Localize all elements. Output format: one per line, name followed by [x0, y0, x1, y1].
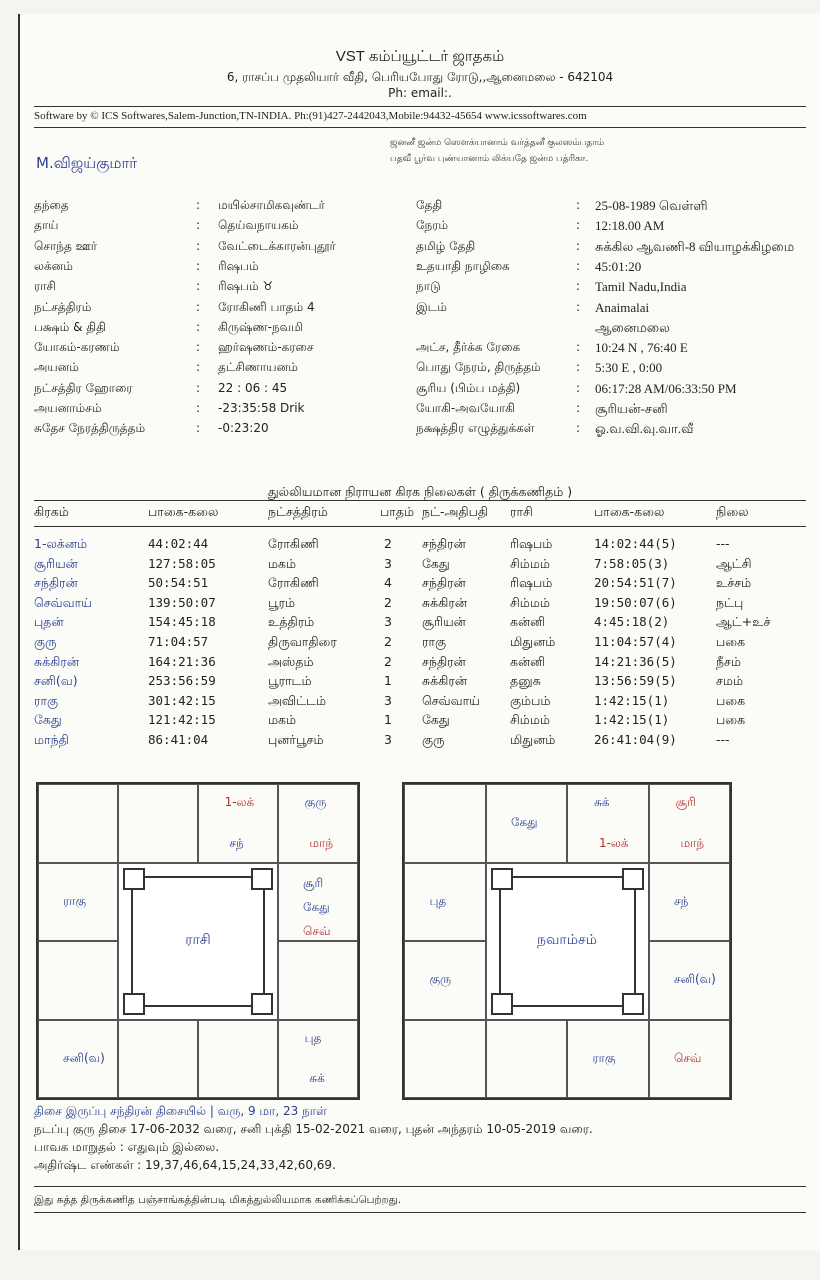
- table-cell: மிதுனம்: [510, 732, 556, 747]
- table-row: [20, 693, 820, 712]
- table-cell: 1-லக்னம்: [34, 536, 88, 551]
- planet-label: ராகு: [63, 893, 87, 908]
- ornament-corner: [251, 993, 273, 1015]
- chart-house: [649, 1020, 731, 1099]
- table-cell: 3: [384, 614, 392, 630]
- chart-title: நவாம்சம்: [537, 932, 597, 948]
- detail-value: 22 : 06 : 45: [218, 380, 288, 395]
- ornament-corner: [491, 868, 513, 890]
- chart-house: [404, 784, 486, 863]
- detail-label: சுதேச நேரத்திருத்தம்: [34, 421, 146, 436]
- chart-house: [567, 784, 649, 863]
- colon: :: [576, 380, 581, 395]
- chart-house: [118, 1020, 198, 1099]
- divider: [34, 526, 806, 527]
- sanskrit-note-2: பதவீ பூர்வ புண்யானாம் லிக்யதே ஜன்ம பத்ரிகா.: [390, 154, 589, 164]
- table-header: பாகை-கலை: [594, 504, 665, 519]
- divider: [34, 1186, 806, 1187]
- divider: [34, 127, 806, 128]
- planet-label: சூரி: [303, 875, 324, 890]
- table-cell: 13:56:59(5): [594, 673, 677, 689]
- table-row: [20, 556, 820, 575]
- table-row: [20, 634, 820, 653]
- table-cell: ---: [716, 732, 730, 747]
- colon: :: [196, 258, 201, 273]
- table-header: நட்-அதிபதி: [422, 504, 489, 519]
- table-cell: சிம்மம்: [510, 712, 550, 728]
- chart-house: [278, 941, 358, 1020]
- chart-house: [404, 863, 486, 942]
- table-cell: 19:50:07(6): [594, 594, 677, 610]
- table-header: பாதம்: [380, 504, 415, 519]
- table-cell: 14:02:44(5): [594, 536, 677, 551]
- colon: :: [196, 401, 201, 415]
- detail-label: சூரிய (பிம்ப மத்தி): [416, 380, 521, 395]
- sanskrit-note-1: ஜனனீ ஜன்ம ஸௌக்யானாம் வர்த்தனீ குலஸம்பதாம்: [390, 138, 605, 148]
- colon: :: [576, 218, 581, 233]
- detail-label: தந்தை: [34, 198, 69, 212]
- table-cell: ஆட்சி: [716, 555, 752, 571]
- ornament-corner: [622, 868, 644, 890]
- table-cell: சுக்கிரன்: [422, 594, 467, 610]
- colon: :: [576, 360, 581, 375]
- table-cell: 11:04:57(4): [594, 634, 677, 649]
- detail-label: ராசி: [34, 279, 56, 294]
- detail-label: நேரம்: [416, 218, 449, 233]
- detail-value: 10:24 N , 76:40 E: [595, 340, 688, 356]
- colon: :: [196, 218, 201, 233]
- detail-value: மயில்சாமிகவுண்டர்: [218, 198, 325, 212]
- planet-label: 1-லக்: [598, 835, 629, 850]
- divider: [34, 500, 806, 501]
- colon: :: [576, 279, 581, 294]
- current-dasa: நடப்பு குரு திசை 17-06-2032 வரை, சனி புக்தி 15-02-2021 வரை, புதன் அந்தரம் 10-05-2019 வரை.: [34, 1122, 593, 1136]
- colon: :: [196, 198, 201, 212]
- detail-label: லக்னம்: [34, 258, 73, 273]
- table-header: நிலை: [716, 504, 749, 519]
- colon: :: [196, 340, 201, 355]
- table-row: [20, 595, 820, 614]
- planet-label: புத: [304, 1030, 322, 1045]
- table-cell: செவ்வாய்: [422, 692, 480, 708]
- ornament-corner: [251, 868, 273, 890]
- colon: :: [576, 258, 581, 273]
- table-cell: 3: [384, 692, 392, 708]
- table-cell: மிதுனம்: [510, 634, 556, 649]
- table-cell: திருவாதிரை: [268, 634, 337, 649]
- planet-label: செவ்: [303, 924, 331, 938]
- detail-label: பக்ஷம் & திதி: [34, 319, 106, 334]
- lucky-numbers: அதிர்ஷ்ட எண்கள் : 19,37,46,64,15,24,33,42,60,69.: [34, 1158, 336, 1172]
- planet-label: குரு: [304, 795, 327, 809]
- table-cell: தனுசு: [510, 673, 541, 689]
- table-cell: உச்சம்: [716, 575, 752, 591]
- table-cell: நட்பு: [716, 594, 744, 610]
- detail-value: ரோகிணி பாதம் 4: [218, 299, 315, 314]
- header-title: VST கம்ப்யூட்டர் ஜாதகம்: [335, 48, 505, 65]
- detail-value: சூரியன்-சனி: [595, 401, 668, 416]
- detail-value: ஆனைமலை: [595, 319, 670, 335]
- table-cell: 2: [384, 594, 392, 610]
- ornament-corner: [123, 993, 145, 1015]
- table-cell: 44:02:44: [148, 536, 209, 551]
- detail-label: தாய்: [34, 218, 59, 233]
- table-cell: புதன்: [34, 614, 64, 630]
- chart-house: [38, 784, 118, 863]
- table-cell: மகம்: [268, 712, 297, 728]
- table-cell: சுக்கிரன்: [34, 653, 79, 669]
- colon: :: [576, 340, 581, 355]
- table-cell: 301:42:15: [148, 692, 216, 708]
- ornament-corner: [622, 993, 644, 1015]
- table-cell: 154:45:18: [148, 614, 216, 630]
- horoscope-page: [18, 14, 820, 1250]
- table-cell: அவிட்டம்: [268, 692, 327, 708]
- navamsa-chart: [402, 782, 732, 1100]
- table-row: [20, 614, 820, 633]
- detail-value: தட்சிணாயனம்: [218, 360, 298, 375]
- header-address: 6, ராசப்ப முதலியார் வீதி, பெரியபோது ரோடு,,ஆனைமலை - 642104: [226, 70, 614, 84]
- table-cell: கன்னி: [510, 614, 546, 630]
- table-cell: 2: [384, 634, 392, 649]
- chart-house: [38, 863, 118, 942]
- table-row: [20, 536, 820, 555]
- detail-label: தேதி: [416, 198, 443, 212]
- detail-value: -0:23:20: [218, 421, 269, 436]
- table-cell: ஆட்+உச்: [716, 614, 771, 630]
- table-cell: 71:04:57: [148, 634, 209, 649]
- table-header: நட்சத்திரம்: [268, 504, 328, 519]
- colon: :: [196, 360, 201, 375]
- table-cell: கன்னி: [510, 653, 546, 669]
- software-credit: Software by © ICS Softwares,Salem-Junction,TN-INDIA. Ph:(91)427-2442043,Mobile:94432-45654 www.icssoftwares.com: [34, 110, 587, 122]
- detail-label: யோகி-அவயோகி: [416, 401, 515, 415]
- planet-label: கேது: [303, 899, 330, 914]
- chart-house: [486, 1020, 568, 1099]
- detail-label: நக்ஷத்திர எழுத்துக்கள்: [416, 421, 535, 436]
- chart-house: [278, 784, 358, 863]
- table-cell: சந்திரன்: [422, 575, 466, 591]
- table-cell: பகை: [716, 634, 746, 649]
- table-cell: 4: [384, 575, 392, 591]
- table-cell: சமம்: [716, 673, 744, 689]
- table-cell: ராகு: [422, 634, 447, 649]
- detail-value: ஹர்ஷணம்-கரசை: [218, 340, 314, 355]
- detail-value: ஓ.வ.வி.வு.வா.வீ: [595, 421, 694, 437]
- chart-center: [118, 863, 278, 1020]
- table-cell: 86:41:04: [148, 732, 209, 747]
- planet-table-caption: துல்லியமான நிராயன கிரக நிலைகள் ( திருக்கணிதம் ): [267, 484, 573, 499]
- table-cell: சூரியன்: [422, 614, 466, 630]
- dasa-balance: திசை இருப்பு சந்திரன் திசையில் | வரு, 9 மா, 23 நாள்: [34, 1104, 327, 1118]
- table-header: கிரகம்: [34, 504, 69, 519]
- planet-label: மாந்: [680, 835, 705, 850]
- table-cell: பூராடம்: [268, 673, 312, 689]
- detail-value: 45:01:20: [595, 258, 642, 274]
- ornament-corner: [491, 993, 513, 1015]
- table-cell: 2: [384, 536, 392, 551]
- table-cell: உத்திரம்: [268, 614, 315, 630]
- detail-value: வேட்டைக்காரன்புதூர்: [218, 238, 336, 253]
- chart-house: [38, 941, 118, 1020]
- planet-label: ராகு: [592, 1050, 616, 1065]
- table-row: [20, 712, 820, 731]
- table-cell: ---: [716, 536, 730, 551]
- detail-value: 06:17:28 AM/06:33:50 PM: [595, 380, 737, 396]
- chart-house: [404, 1020, 486, 1099]
- table-cell: 253:56:59: [148, 673, 216, 689]
- table-cell: புனர்பூசம்: [268, 732, 324, 747]
- table-cell: 1:42:15(1): [594, 712, 670, 728]
- colon: :: [576, 198, 581, 212]
- detail-label: நாடு: [416, 279, 441, 294]
- table-header: பாகை-கலை: [148, 504, 219, 519]
- chart-house: [198, 784, 278, 863]
- table-cell: பூரம்: [268, 594, 296, 610]
- colon: :: [196, 421, 201, 436]
- rasi-chart: [36, 782, 360, 1100]
- table-cell: 20:54:51(7): [594, 575, 677, 591]
- planet-label: சுக்: [594, 795, 610, 809]
- chart-house: [649, 863, 731, 942]
- table-cell: நீசம்: [716, 653, 741, 669]
- divider: [34, 1212, 806, 1213]
- planet-label: செவ்: [673, 1050, 702, 1065]
- chart-house: [38, 1020, 118, 1099]
- detail-value: -23:35:58 Drik: [218, 401, 305, 415]
- table-cell: ராகு: [34, 692, 59, 708]
- table-cell: கேது: [422, 712, 450, 728]
- detail-label: இடம்: [416, 299, 447, 314]
- planet-label: சூரி: [675, 795, 696, 809]
- detail-value: ரிஷபம்: [218, 258, 259, 273]
- table-cell: கேது: [34, 712, 62, 728]
- table-cell: பகை: [716, 712, 746, 728]
- table-cell: 139:50:07: [148, 594, 216, 610]
- table-cell: சூரியன்: [34, 555, 78, 571]
- table-row: [20, 673, 820, 692]
- table-cell: கும்பம்: [510, 692, 551, 708]
- table-cell: சனி(வ): [34, 673, 78, 689]
- chart-house: [278, 863, 358, 942]
- table-cell: சந்திரன்: [422, 653, 466, 669]
- table-cell: சந்திரன்: [422, 536, 466, 551]
- detail-label: அட்ச, தீர்க்க ரேகை: [416, 340, 521, 355]
- table-cell: அஸ்தம்: [268, 653, 314, 669]
- table-cell: 4:45:18(2): [594, 614, 670, 630]
- chart-house: [567, 1020, 649, 1099]
- chart-house: [649, 784, 731, 863]
- planet-label: சனி(வ): [63, 1050, 105, 1065]
- person-name: M.விஜய்குமார்: [36, 154, 138, 172]
- bhava-change: பாவக மாறுதல் : எதுவும் இல்லை.: [34, 1140, 220, 1154]
- header-phone: Ph: email:.: [388, 86, 452, 100]
- detail-value: 12:18.00 AM: [595, 218, 665, 234]
- detail-value: 25-08-1989 வெள்ளி: [595, 198, 708, 213]
- detail-label: அயனம்: [34, 360, 79, 375]
- detail-label: உதயாதி நாழிகை: [416, 258, 510, 273]
- table-header: ராசி: [510, 504, 533, 519]
- chart-house: [649, 941, 731, 1020]
- colon: :: [196, 279, 201, 294]
- colon: :: [576, 299, 581, 314]
- detail-label: அயனாம்சம்: [34, 401, 102, 415]
- table-cell: ரிஷபம்: [510, 575, 553, 591]
- table-cell: கேது: [422, 555, 450, 571]
- chart-house: [486, 784, 568, 863]
- table-row: [20, 732, 820, 751]
- table-cell: 1:42:15(1): [594, 692, 670, 708]
- detail-label: யோகம்-கரணம்: [34, 340, 120, 355]
- planet-label: சனி(வ): [673, 972, 716, 987]
- table-cell: 164:21:36: [148, 653, 216, 669]
- table-cell: 14:21:36(5): [594, 653, 677, 669]
- table-cell: 1: [384, 712, 392, 728]
- table-cell: 7:58:05(3): [594, 555, 670, 571]
- detail-label: நட்சத்திர ஹோரை: [34, 380, 133, 395]
- planet-label: 1-லக்: [224, 795, 255, 809]
- table-cell: 26:41:04(9): [594, 732, 677, 747]
- colon: :: [196, 238, 201, 253]
- detail-value: ரிஷபம் ♉: [218, 279, 274, 294]
- detail-value: தெய்வநாயகம்: [218, 218, 299, 233]
- colon: :: [576, 401, 581, 415]
- chart-house: [198, 1020, 278, 1099]
- planet-label: குரு: [429, 972, 452, 987]
- table-cell: செவ்வாய்: [34, 594, 92, 610]
- detail-label: சொந்த ஊர்: [34, 238, 97, 253]
- table-cell: ரிஷபம்: [510, 536, 553, 551]
- table-cell: பகை: [716, 692, 746, 708]
- planet-label: கேது: [510, 815, 538, 830]
- chart-house: [118, 784, 198, 863]
- colon: :: [576, 238, 581, 253]
- table-cell: மகம்: [268, 555, 297, 571]
- detail-value: கிருஷ்ண-நவமி: [218, 319, 303, 334]
- divider: [34, 106, 806, 107]
- table-cell: 1: [384, 673, 392, 689]
- table-row: [20, 654, 820, 673]
- detail-value: சுக்கில ஆவணி-8 வியாழக்கிழமை: [595, 238, 795, 254]
- table-cell: 3: [384, 732, 392, 747]
- accuracy-note: இது சுத்த திருக்கணித பஞ்சாங்கத்தின்படி மிகத்துல்லியமாக கணிக்கப்பெற்றது.: [34, 1194, 402, 1206]
- table-cell: குரு: [422, 732, 445, 747]
- planet-label: புத: [429, 893, 447, 908]
- detail-label: பொது நேரம், திருத்தம்: [416, 360, 541, 375]
- ornament-corner: [123, 868, 145, 890]
- detail-value: 5:30 E , 0:00: [595, 360, 663, 376]
- table-cell: சுக்கிரன்: [422, 673, 467, 689]
- detail-value: Anaimalai: [595, 299, 650, 315]
- detail-label: தமிழ் தேதி: [416, 238, 476, 253]
- chart-house: [404, 941, 486, 1020]
- table-cell: ரோகிணி: [268, 575, 319, 591]
- colon: :: [196, 299, 201, 314]
- table-cell: சிம்மம்: [510, 555, 550, 571]
- table-cell: 2: [384, 653, 392, 669]
- detail-label: நட்சத்திரம்: [34, 299, 92, 314]
- table-cell: 127:58:05: [148, 555, 216, 571]
- chart-house: [278, 1020, 358, 1099]
- detail-value: Tamil Nadu,India: [595, 279, 687, 295]
- colon: :: [576, 421, 581, 436]
- planet-label: சந்: [673, 893, 689, 908]
- table-cell: சந்திரன்: [34, 575, 78, 591]
- table-row: [20, 575, 820, 594]
- table-cell: 121:42:15: [148, 712, 216, 728]
- table-cell: சிம்மம்: [510, 594, 550, 610]
- table-cell: குரு: [34, 634, 57, 649]
- table-cell: ரோகிணி: [268, 536, 319, 551]
- table-cell: 3: [384, 555, 392, 571]
- chart-title: ராசி: [185, 932, 211, 948]
- planet-label: சந்: [229, 835, 244, 850]
- table-cell: மாந்தி: [34, 732, 69, 747]
- table-cell: 50:54:51: [148, 575, 209, 591]
- planet-label: சுக்: [309, 1071, 325, 1085]
- colon: :: [196, 319, 201, 334]
- colon: :: [196, 380, 201, 395]
- planet-label: மாந்: [309, 835, 334, 850]
- chart-center: [486, 863, 649, 1020]
